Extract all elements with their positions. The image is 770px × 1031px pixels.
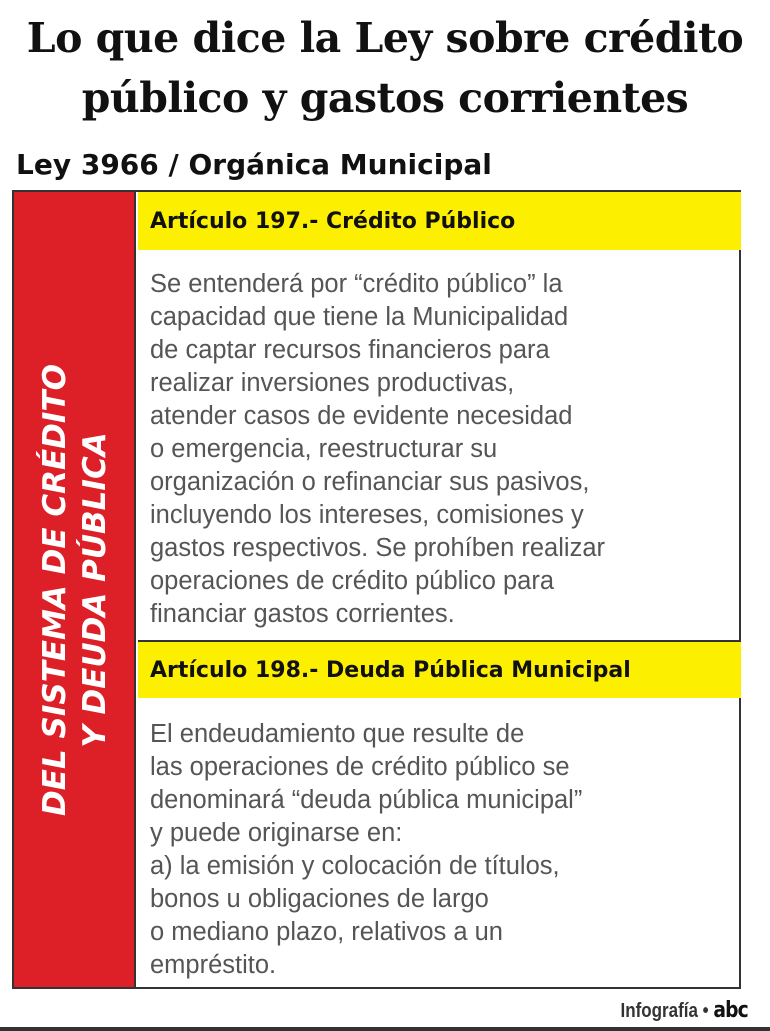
text-line: a) la emisión y colocación de títulos, [150,852,560,880]
text-line: incluyendo los intereses, comisiones y [150,501,584,529]
text-line: gastos respectivos. Se prohíben realizar [150,534,605,562]
text-line: financiar gastos corrientes. [150,600,455,628]
law-box [12,190,741,989]
article-198-heading: Artículo 198.- Deuda Pública Municipal [138,642,741,698]
text-line: Se entenderá por “crédito público” la [150,270,563,298]
section-sidebar [14,192,136,987]
bottom-rule [0,1027,770,1031]
page-title [0,8,770,128]
text-line: empréstito. [150,951,277,979]
text-line: denominará “deuda pública municipal” [150,786,583,814]
section-title-line: DEL SISTEMA DE CRÉDITO [37,364,73,816]
credit [621,998,748,1023]
text-line: organización o refinanciar sus pasivos, [150,468,590,496]
abc-logo: abc [713,998,748,1023]
text-line: operaciones de crédito público para [150,567,555,595]
text-line: atender casos de evidente necesidad [150,402,573,430]
text-line: y puede originarse en: [150,819,403,847]
section-title [35,364,115,816]
text-line: realizar inversiones productivas, [150,369,515,397]
text-line: las operaciones de crédito público se [150,753,570,781]
article-197-heading: Artículo 197.- Crédito Público [138,192,741,250]
text-line: o mediano plazo, relativos a un [150,918,503,946]
text-line: o emergencia, reestructurar su [150,435,498,463]
text-line: bonos u obligaciones de largo [150,885,489,913]
title-line: público y gastos corrientes [81,74,689,122]
text-line: capacidad que tiene la Municipalidad [150,303,569,331]
article-198-body [150,718,740,982]
section-title-line: Y DEUDA PÚBLICA [77,432,113,748]
law-subtitle: Ley 3966 / Orgánica Municipal [16,148,492,181]
text-line: de captar recursos financieros para [150,336,550,364]
text-line: El endeudamiento que resulte de [150,720,525,748]
credit-label: Infografía • [620,1000,709,1022]
article-197-body [150,268,740,631]
title-line: Lo que dice la Ley sobre crédito [26,14,744,62]
